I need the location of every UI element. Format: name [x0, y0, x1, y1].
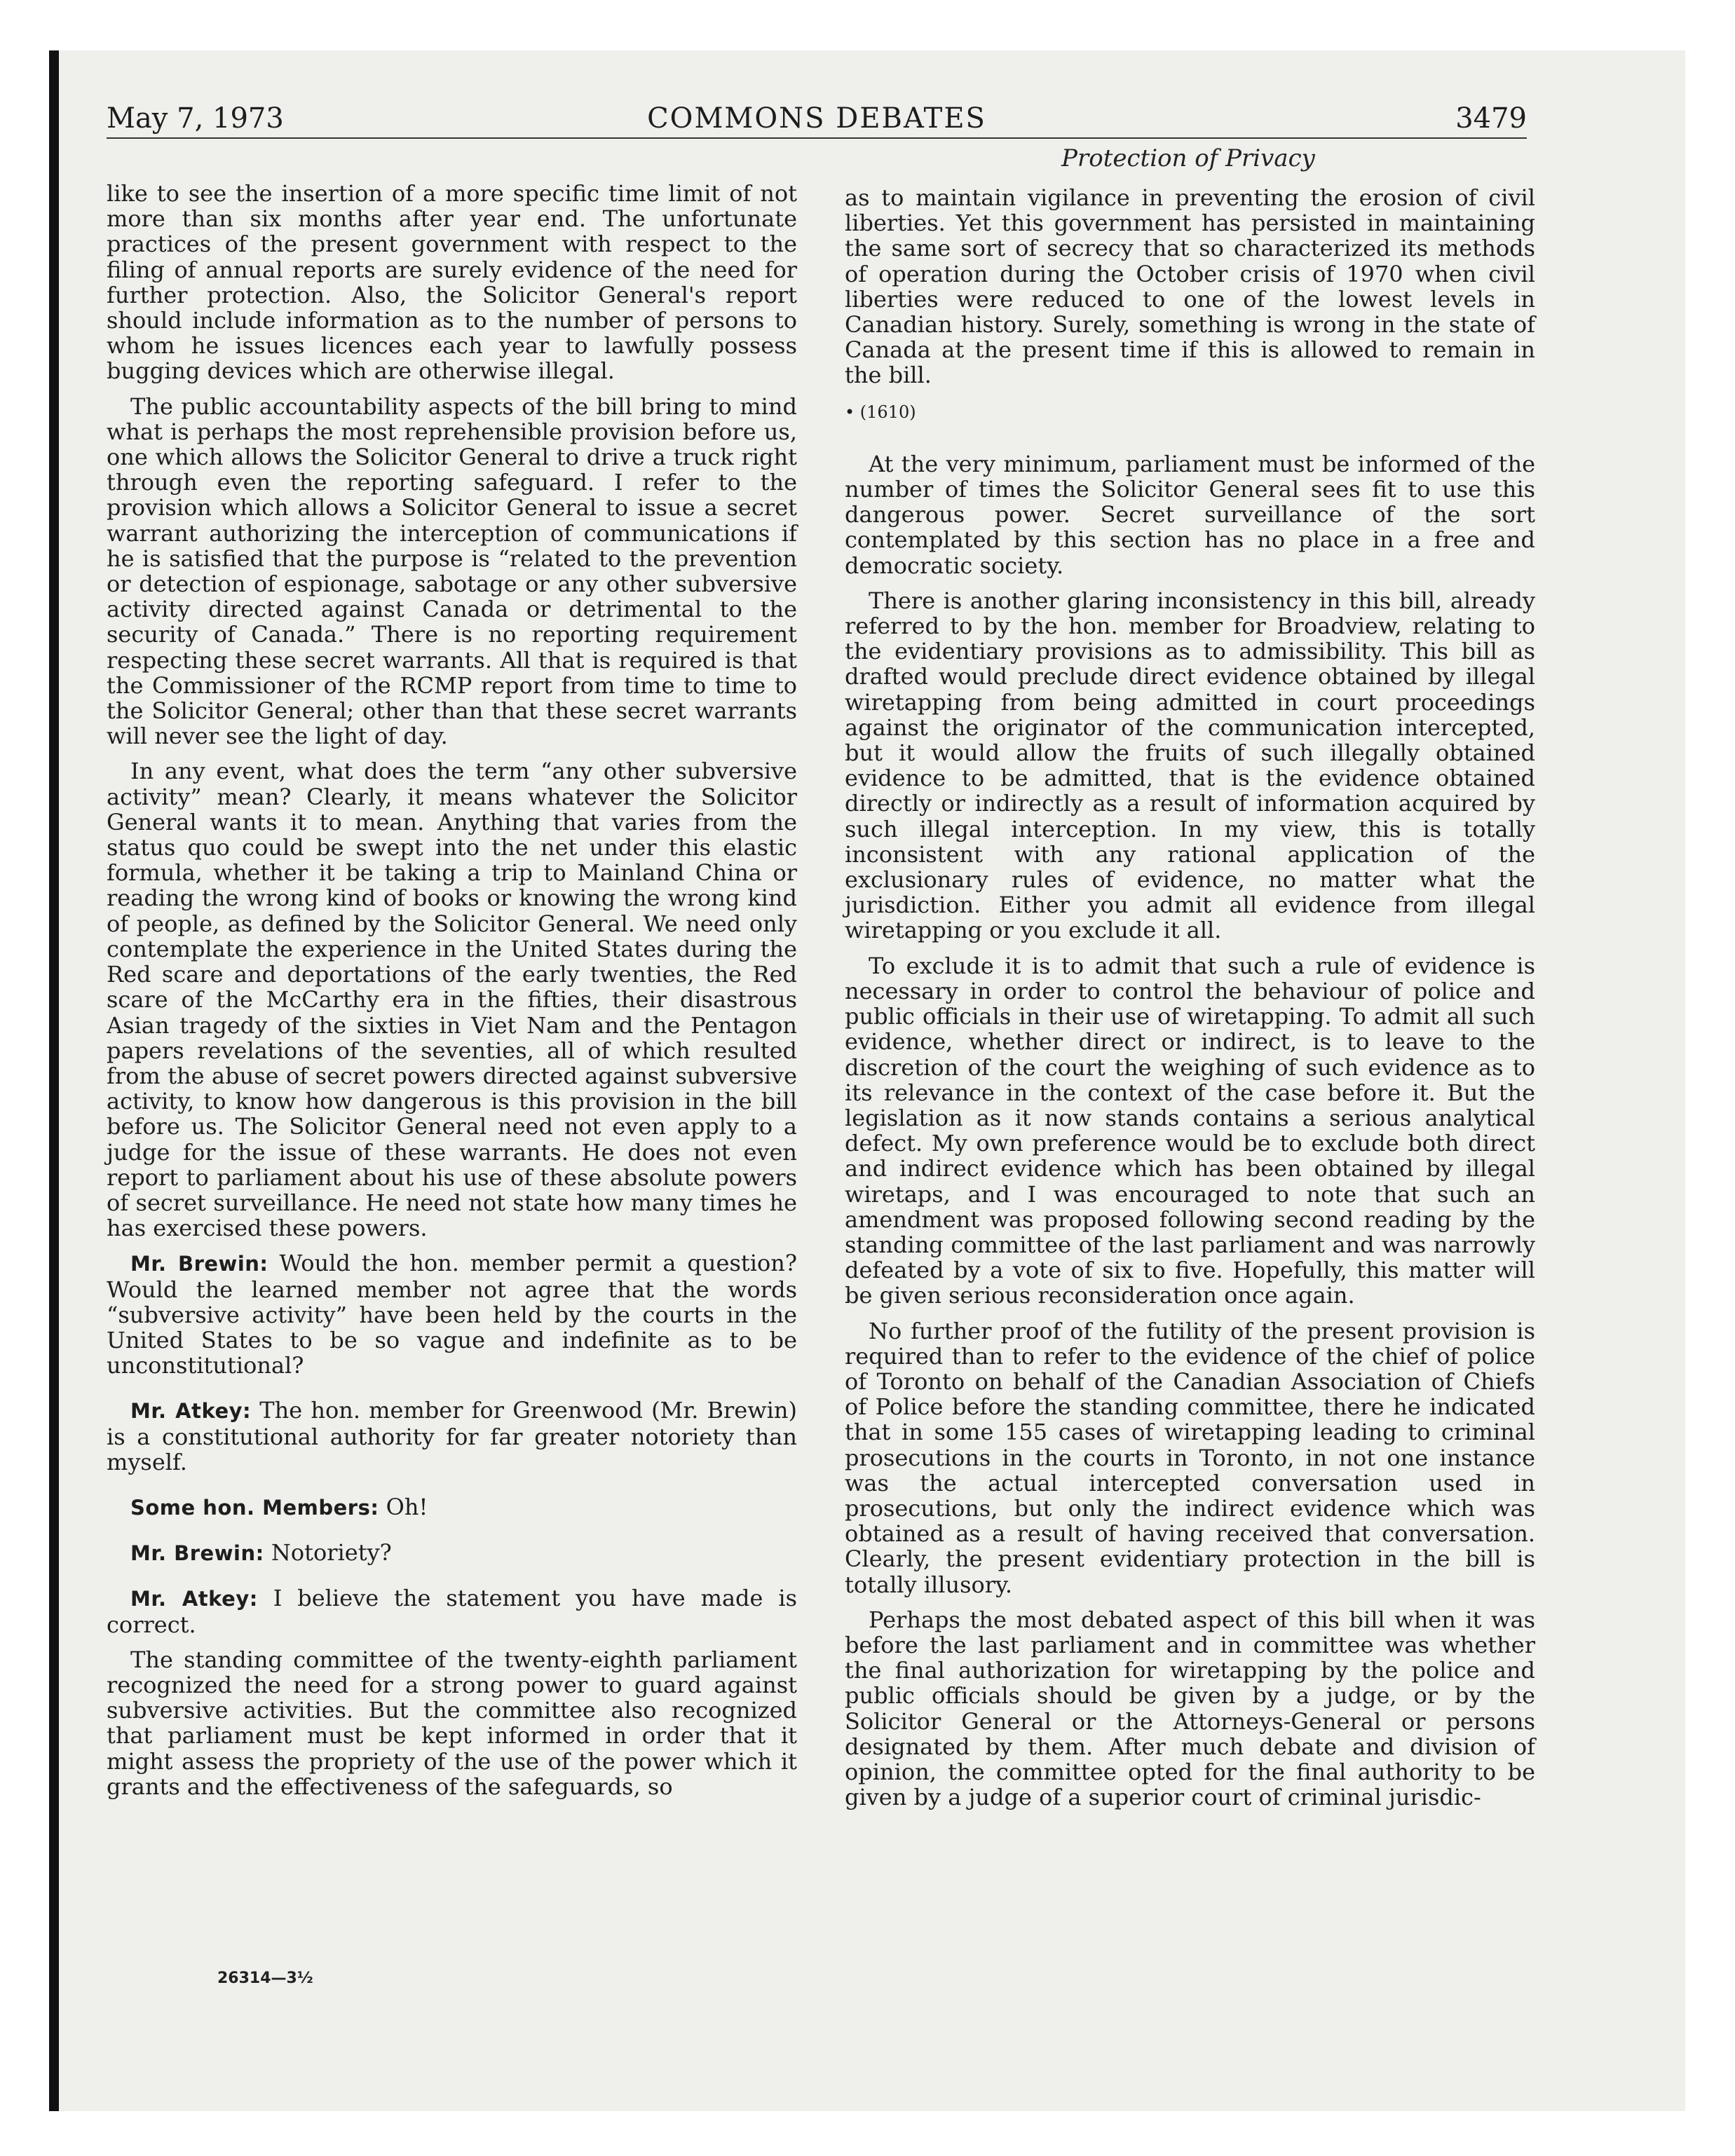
speech-entry	[107, 1494, 797, 1520]
paragraph: At the very minimum, parliament must be informed of the number of times the Solicitor General sees fit to use this dangerous power. Secret surveillance of the sort contemplated by this section has no place in a free and democratic society.	[845, 450, 1535, 579]
section-subheading: Protection of Privacy	[1061, 144, 1315, 172]
scan-edge	[49, 50, 59, 2111]
page-header	[107, 98, 1527, 139]
paragraph: In any event, what does the term “any other subversive activity” mean? Clearly, it means whatever the Solicitor General wants it to mean. Anything that varies from the status quo could be swept into the net under this elastic formula, whether it be taking a trip to Mainland China or reading the wrong kind of books or knowing the wrong kind of people, as defined by the Solicitor General. We need only contemplate the experience in the United States during the Red scare and deportations of the early twenties, the Red scare of the McCarthy era in the fifties, their disastrous Asian tragedy of the sixties in Viet Nam and the Pentagon papers revelations of the seventies, all of which resulted from the abuse of secret powers directed against subversive activity, to know how dangerous is this provision in the bill before us. The Solicitor General need not even apply to a judge for the issue of these warrants. He does not even report to parliament about his use of these absolute powers of secret surveillance. He need not state how many times he has exercised these powers.	[107, 758, 797, 1242]
speaker-name: Mr. Brewin:	[130, 1252, 268, 1276]
paragraph: No further proof of the futility of the present provision is required than to refer to the evidence of the chief of police of Toronto on behalf of the Canadian Association of Chiefs of Police before the standing committee, there he indicated that in some 155 cases of wiretapping leading to criminal prosecutions in the courts in Toronto, in not one instance was the actual intercepted conversation used in prosecutions, but only the indirect evidence which was obtained as a result of having received that conversation. Clearly, the present evidentiary protection in the bill is totally illusory.	[845, 1317, 1535, 1598]
paragraph: as to maintain vigilance in preventing the erosion of civil liberties. Yet this government has persisted in maintaining the same sort of secrecy that so characterized its methods of operation during the October crisis of 1970 when civil liberties were reduced to one of the lowest levels in Canadian history. Surely, something is wrong in the state of Canada at the present time if this is allowed to remain in the bill.	[845, 184, 1535, 389]
speech-entry	[107, 1585, 797, 1637]
paragraph: To exclude it is to admit that such a rule of evidence is necessary in order to control the behaviour of police and public officials in their use of wiretapping. To admit all such evidence, whether direct or indirect, is to leave to the discretion of the court the weighing of such evidence as to its relevance in the context of the case before it. But the legislation as it now stands contains a serious analytical defect. My own preference would be to exclude both direct and indirect evidence which has been obtained by illegal wiretaps, and I was encouraged to note that such an amendment was proposed following second reading by the standing committee of the last parliament and was narrowly defeated by a vote of six to five. Hopefully, this matter will be given serious reconsideration once again.	[845, 952, 1535, 1309]
paragraph: There is another glaring inconsistency in this bill, already referred to by the hon. member for Broadview, relating to the evidentiary provisions as to admissibility. This bill as drafted would preclude direct evidence obtained by illegal wiretapping from being admitted in court proceedings against the originator of the communication intercepted, but it would allow the fruits of such illegally obtained evidence to be admitted, that is the evidence obtained directly or indirectly as a result of information acquired by such illegal interception. In my view, this is totally inconsistent with any rational application of the exclusionary rules of evidence, no matter what the jurisdiction. Either you admit all evidence from illegal wiretapping or you exclude it all.	[845, 587, 1535, 944]
header-date: May 7, 1973	[107, 102, 284, 135]
speech-text: Oh!	[386, 1493, 428, 1520]
speaker-name: Mr. Atkey:	[130, 1587, 258, 1611]
right-column	[845, 185, 1535, 1820]
speaker-name: Mr. Atkey:	[130, 1399, 252, 1424]
paragraph: The standing committee of the twenty-eighth parliament recognized the need for a strong power to guard against subversive activities. But the committee also recognized that parliament must be kept informed in order that it might assess the propriety of the use of the power which it grants and the effectiveness of the safeguards, so	[107, 1646, 797, 1800]
header-page-number: 3479	[1455, 102, 1527, 135]
paragraph: like to see the insertion of a more specific time limit of not more than six months after year end. The unfortunate practices of the present government with respect to the filing of annual reports are surely evidence of the need for further protection. Also, the Solicitor General's report should include information as to the number of persons to whom he issues licences each year to lawfully possess bugging devices which are otherwise illegal.	[107, 180, 797, 385]
time-marker: • (1610)	[845, 402, 916, 422]
speech-text: Notoriety?	[271, 1539, 392, 1567]
print-code: 26314—3½	[217, 1970, 313, 1987]
header-publication: COMMONS DEBATES	[647, 102, 986, 135]
speech-text: I believe the statement you have made is correct.	[107, 1585, 798, 1638]
speech-text: Would the hon. member permit a question? Would the learned member not agree that the words “subversive activity” have been held by the courts in the United States to be so vague and indefinite as to be unconstitutional?	[107, 1250, 798, 1379]
speech-entry	[107, 1250, 797, 1378]
speaker-name: Some hon. Members:	[130, 1495, 379, 1520]
speech-text: The hon. member for Greenwood (Mr. Brewin) is a constitutional authority for far greater notoriety than myself.	[107, 1397, 798, 1475]
speaker-name: Mr. Brewin:	[130, 1541, 264, 1566]
paragraph: Perhaps the most debated aspect of this bill when it was before the last parliament and in committee was whether the final authorization for wiretapping by the police and public officials should be given by a judge, or by the Solicitor General or the Attorneys-General or persons designated by them. After much debate and division of opinion, the committee opted for the final authority to be given by a judge of a superior court of criminal jurisdic-	[845, 1606, 1535, 1811]
paragraph: The public accountability aspects of the bill bring to mind what is perhaps the most reprehensible provision before us, one which allows the Solicitor General to drive a truck right through even the reporting safeguard. I refer to the provision which allows a Solicitor General to issue a secret warrant authorizing the interception of communications if he is satisfied that the purpose is “related to the prevention or detection of espionage, sabotage or any other subversive activity directed against Canada or detrimental to the security of Canada.” There is no reporting requirement respecting these secret warrants. All that is required is that the Commissioner of the RCMP report from time to time to the Solicitor General; other than that these secret warrants will never see the light of day.	[107, 393, 797, 750]
speech-entry	[107, 1398, 797, 1475]
left-column	[107, 181, 797, 1809]
speech-entry	[107, 1540, 797, 1566]
